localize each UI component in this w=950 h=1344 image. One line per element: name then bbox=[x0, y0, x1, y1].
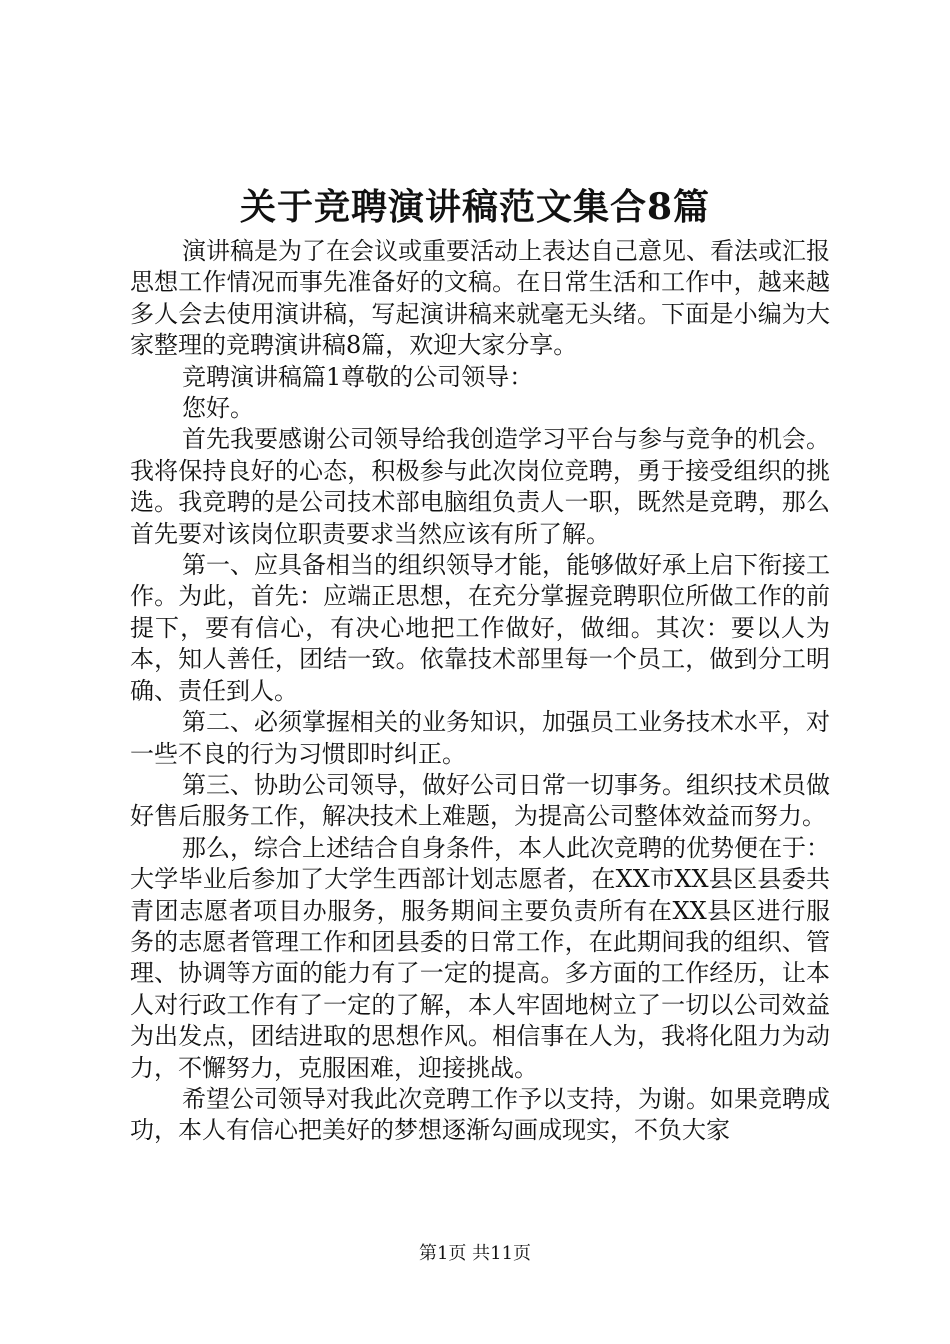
paragraph-intro: 演讲稿是为了在会议或重要活动上表达自己意见、看法或汇报思想工作情况而事先准备好的文稿。在日常生活和工作中，越来越多人会去使用演讲稿，写起演讲稿来就毫无头绪。下面是小编为大家整理的竞聘演讲稿8篇，欢迎大家分享。 bbox=[130, 237, 830, 360]
paragraph-closing: 希望公司领导对我此次竞聘工作予以支持，为谢。如果竞聘成功，本人有信心把美好的梦想逐渐勾画成现实，不负大家 bbox=[130, 1084, 830, 1145]
paragraph-salutation-heading: 竞聘演讲稿篇1尊敬的公司领导： bbox=[182, 362, 534, 391]
paragraph-point-one: 第一、应具备相当的组织领导才能，能够做好承上启下衔接工作。为此，首先：应端正思想，在充分掌握竞聘职位所做工作的前提下，要有信心，有决心地把工作做好，做细。其次：要以人为本，知人善任，团结一致。依靠技术部里每一个员工，做到分工明确、责任到人。 bbox=[130, 551, 830, 705]
document-body bbox=[130, 236, 830, 1147]
paragraph-point-three: 第三、协助公司领导，做好公司日常一切事务。组织技术员做好售后服务工作，解决技术上难题，为提高公司整体效益而努力。 bbox=[130, 770, 830, 831]
paragraph-advantages: 那么，综合上述结合自身条件，本人此次竞聘的优势便在于：大学毕业后参加了大学生西部计划志愿者，在XX市XX县区县委共青团志愿者项目办服务，服务期间主要负责所有在XX县区进行服务的志愿者管理工作和团县委的日常工作，在此期间我的组织、管理、协调等方面的能力有了一定的提高。多方面的工作经历，让本人对行政工作有了一定的了解，本人牢固地树立了一切以公司效益为出发点，团结进取的思想作风。相信事在人为，我将化阻力为动力，不懈努力，克服困难，迎接挑战。 bbox=[130, 833, 830, 1082]
document-title: 关于竞聘演讲稿范文集合8篇 bbox=[239, 186, 711, 228]
page-number-footer: 第1页 共11页 bbox=[418, 1243, 532, 1264]
paragraph-thanks: 首先我要感谢公司领导给我创造学习平台与参与竞争的机会。我将保持良好的心态，积极参与此次岗位竞聘，勇于接受组织的挑选。我竞聘的是公司技术部电脑组负责人一职，既然是竞聘，那么首先要对该岗位职责要求当然应该有所了解。 bbox=[130, 425, 830, 548]
paragraph-point-two: 第二、必须掌握相关的业务知识，加强员工业务技术水平，对一些不良的行为习惯即时纠正。 bbox=[130, 708, 830, 768]
paragraph-greeting: 您好。 bbox=[182, 394, 254, 423]
